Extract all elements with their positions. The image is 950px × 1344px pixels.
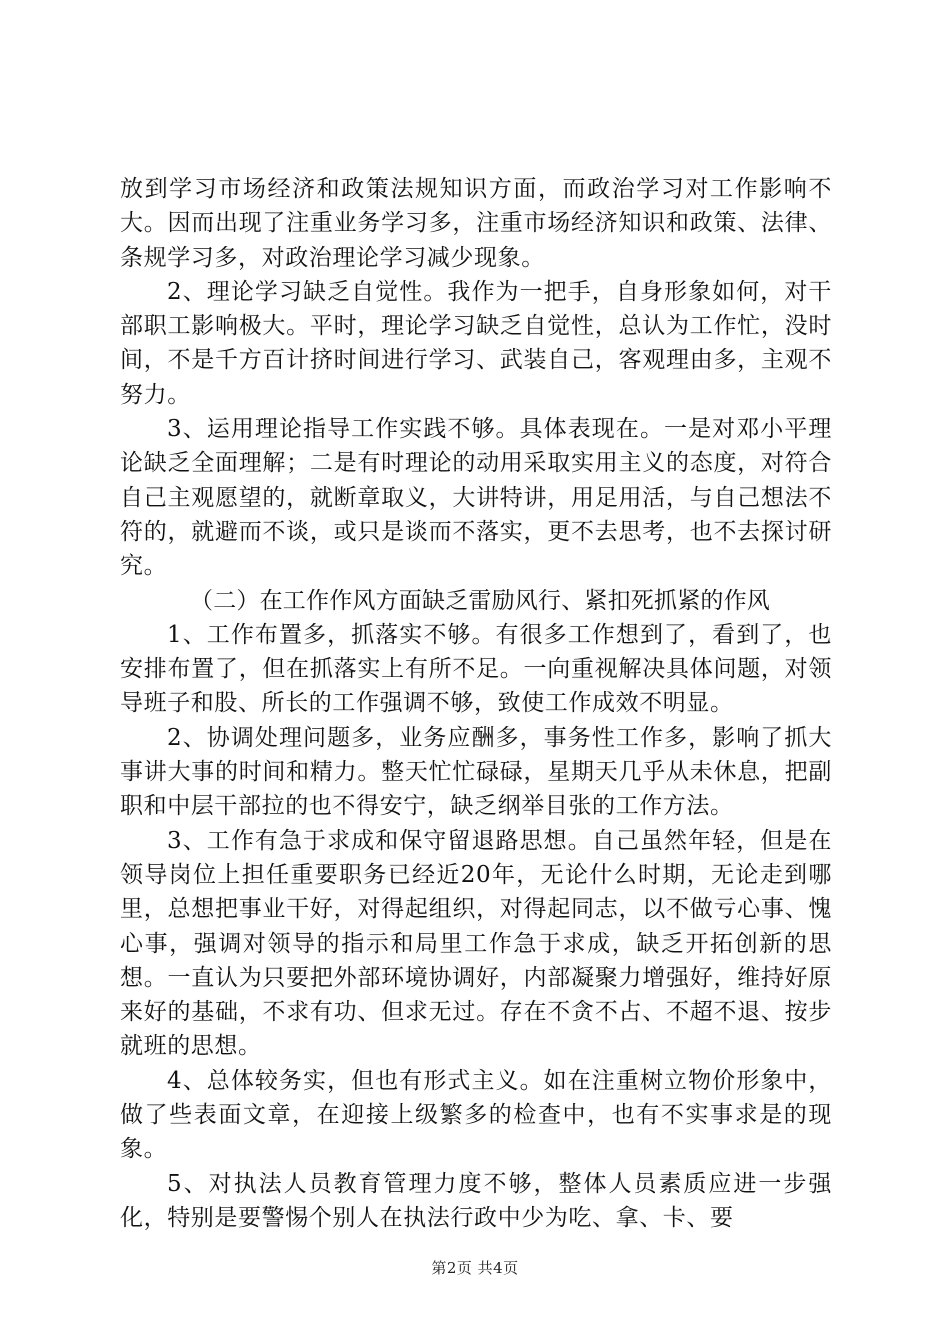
page-footer: 第2页 共4页 (431, 1259, 519, 1277)
document-body (120, 172, 832, 1235)
paragraph-item-2b: 2、协调处理问题多，业务应酬多，事务性工作多，影响了抓大事讲大事的时间和精力。整天忙忙碌碌，星期天几乎从未休息，把副职和中层干部拉的也不得安宁，缺乏纲举目张的工作方法。 (120, 724, 832, 820)
paragraph-item-3b: 3、工作有急于求成和保守留退路思想。自己虽然年轻，但是在领导岗位上担任重要职务已经近20年，无论什么时期，无论走到哪里，总想把事业干好，对得起组织，对得起同志，以不做亏心事、愧心事，强调对领导的指示和局里工作急于求成，缺乏开拓创新的思想。一直认为只要把外部环境协调好，内部凝聚力增强好，维持好原来好的基础，不求有功、但求无过。存在不贪不占、不超不退、按步就班的思想。 (120, 827, 832, 1060)
paragraph-item-1: 1、工作布置多，抓落实不够。有很多工作想到了，看到了，也安排布置了，但在抓落实上有所不足。一向重视解决具体问题，对领导班子和股、所长的工作强调不够，致使工作成效不明显。 (120, 621, 832, 717)
paragraph-item-3: 3、运用理论指导工作实践不够。具体表现在。一是对邓小平理论缺乏全面理解；二是有时理论的动用采取实用主义的态度，对符合自己主观愿望的，就断章取义，大讲特讲，用足用活，与自己想法不符的，就避而不谈，或只是谈而不落实，更不去思考，也不去探讨研究。 (120, 416, 832, 580)
paragraph-item-5: 5、对执法人员教育管理力度不够，整体人员素质应进一步强化，特别是要警惕个别人在执法行政中少为吃、拿、卡、要 (120, 1170, 832, 1231)
paragraph-continuation: 放到学习市场经济和政策法规知识方面，而政治学习对工作影响不大。因而出现了注重业务学习多，注重市场经济知识和政策、法律、条规学习多，对政治理论学习减少现象。 (120, 176, 832, 271)
paragraph-item-2: 2、理论学习缺乏自觉性。我作为一把手，自身形象如何，对干部职工影响极大。平时，理论学习缺乏自觉性，总认为工作忙，没时间，不是千方百计挤时间进行学习、武装自己，客观理由多，主观不努力。 (120, 278, 832, 408)
paragraph-item-4: 4、总体较务实，但也有形式主义。如在注重树立物价形象中，做了些表面文章，在迎接上级繁多的检查中，也有不实事求是的现象。 (120, 1067, 832, 1163)
section-heading: （二）在工作作风方面缺乏雷励风行、紧扣死抓紧的作风 (190, 587, 770, 614)
